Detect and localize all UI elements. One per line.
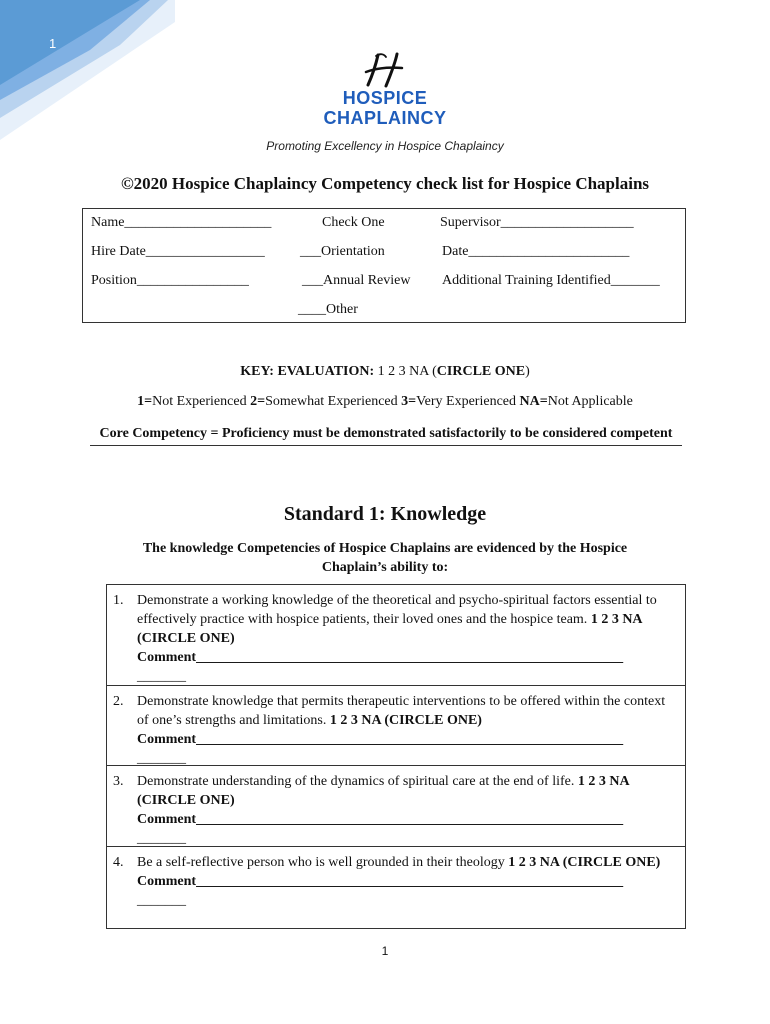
standard-intro: The knowledge Competencies of Hospice Chaplains are evidenced by the Hospice Chaplain’s ability to:: [142, 541, 628, 575]
comment-field[interactable]: Comment_____________________________________________________________: [137, 874, 624, 889]
corner-decoration: [0, 0, 175, 140]
annual-review-checkbox[interactable]: ___Annual Review: [302, 273, 411, 288]
item-rating[interactable]: 1 2 3 NA (CIRCLE ONE): [137, 774, 629, 808]
corner-page-number: 1: [49, 36, 57, 51]
tagline: Promoting Excellency in Hospice Chaplaincy: [266, 139, 504, 153]
competency-item: [107, 685, 685, 765]
hire-date-field[interactable]: Hire Date_________________: [91, 244, 265, 259]
scale-legend: [0, 394, 770, 410]
key-scale: 1 2 3 NA (: [374, 364, 437, 379]
item-text: Be a self-reflective person who is well grounded in their theology: [137, 855, 505, 870]
standard-title: Standard 1: Knowledge: [283, 503, 487, 525]
additional-training-field[interactable]: Additional Training Identified_______: [442, 273, 660, 288]
scale-key-3: 3=: [401, 394, 417, 409]
item-rating[interactable]: 1 2 3 NA (CIRCLE ONE): [137, 612, 642, 646]
competency-item: [107, 585, 685, 685]
evaluation-key: [0, 364, 770, 380]
core-competency-note: Core Competency = Proficiency must be demonstrated satisfactorily to be considered competent: [90, 424, 682, 446]
date-field[interactable]: Date_______________________: [442, 244, 630, 259]
position-field[interactable]: Position________________: [91, 273, 249, 288]
item-text: Demonstrate understanding of the dynamics of spiritual care at the end of life.: [137, 774, 575, 789]
scale-key-1: 1=: [137, 394, 153, 409]
item-rating[interactable]: 1 2 3 NA (CIRCLE ONE): [326, 713, 482, 728]
logo-h-mark-icon: [362, 52, 408, 88]
item-number: 2.: [113, 694, 124, 709]
comment-continuation[interactable]: _______: [137, 669, 186, 684]
comment-field[interactable]: Comment_____________________________________________________________: [137, 812, 624, 827]
document-title: ©2020 Hospice Chaplaincy Competency check list for Hospice Chaplains: [120, 174, 650, 193]
comment-continuation[interactable]: _______: [137, 893, 186, 908]
logo-line-1: HOSPICE: [342, 88, 428, 108]
item-text: Demonstrate knowledge that permits therapeutic interventions to be offered within the context of one’s strengths and limitations.: [137, 694, 666, 728]
scale-value-1: Not Experienced: [152, 394, 251, 409]
competency-item: [107, 765, 685, 846]
comment-field[interactable]: Comment_____________________________________________________________: [137, 650, 624, 665]
check-one-label: Check One: [322, 215, 385, 230]
scale-value-3: Very Experienced: [416, 394, 520, 409]
info-box: [82, 208, 686, 323]
item-text: Demonstrate a working knowledge of the theoretical and psycho-spiritual factors essential to effectively practice with hospice patients, their loved ones and the hospice team.: [137, 593, 657, 627]
competency-list: [106, 584, 686, 929]
scale-key-na: NA=: [519, 394, 548, 409]
comment-continuation[interactable]: _______: [137, 831, 186, 846]
competency-item: [107, 846, 685, 928]
other-checkbox[interactable]: ____Other: [298, 302, 358, 317]
comment-continuation[interactable]: _______: [137, 751, 186, 766]
logo-line-2: CHAPLAINCY: [323, 108, 447, 128]
scale-value-2: Somewhat Experienced: [265, 394, 402, 409]
item-number: 1.: [113, 593, 124, 608]
key-close: ): [525, 364, 530, 379]
comment-field[interactable]: Comment_____________________________________________________________: [137, 732, 624, 747]
scale-key-2: 2=: [250, 394, 266, 409]
scale-value-na: Not Applicable: [547, 394, 633, 409]
item-number: 4.: [113, 855, 124, 870]
hospice-chaplaincy-logo: [318, 52, 452, 128]
key-circle: CIRCLE ONE: [436, 364, 526, 379]
key-label: KEY: EVALUATION:: [240, 364, 375, 379]
name-field[interactable]: Name_____________________: [91, 215, 272, 230]
item-number: 3.: [113, 774, 124, 789]
item-rating[interactable]: 1 2 3 NA (CIRCLE ONE): [504, 855, 661, 870]
page-number: 1: [381, 944, 389, 958]
orientation-checkbox[interactable]: ___Orientation: [300, 244, 385, 259]
supervisor-field[interactable]: Supervisor___________________: [440, 215, 634, 230]
